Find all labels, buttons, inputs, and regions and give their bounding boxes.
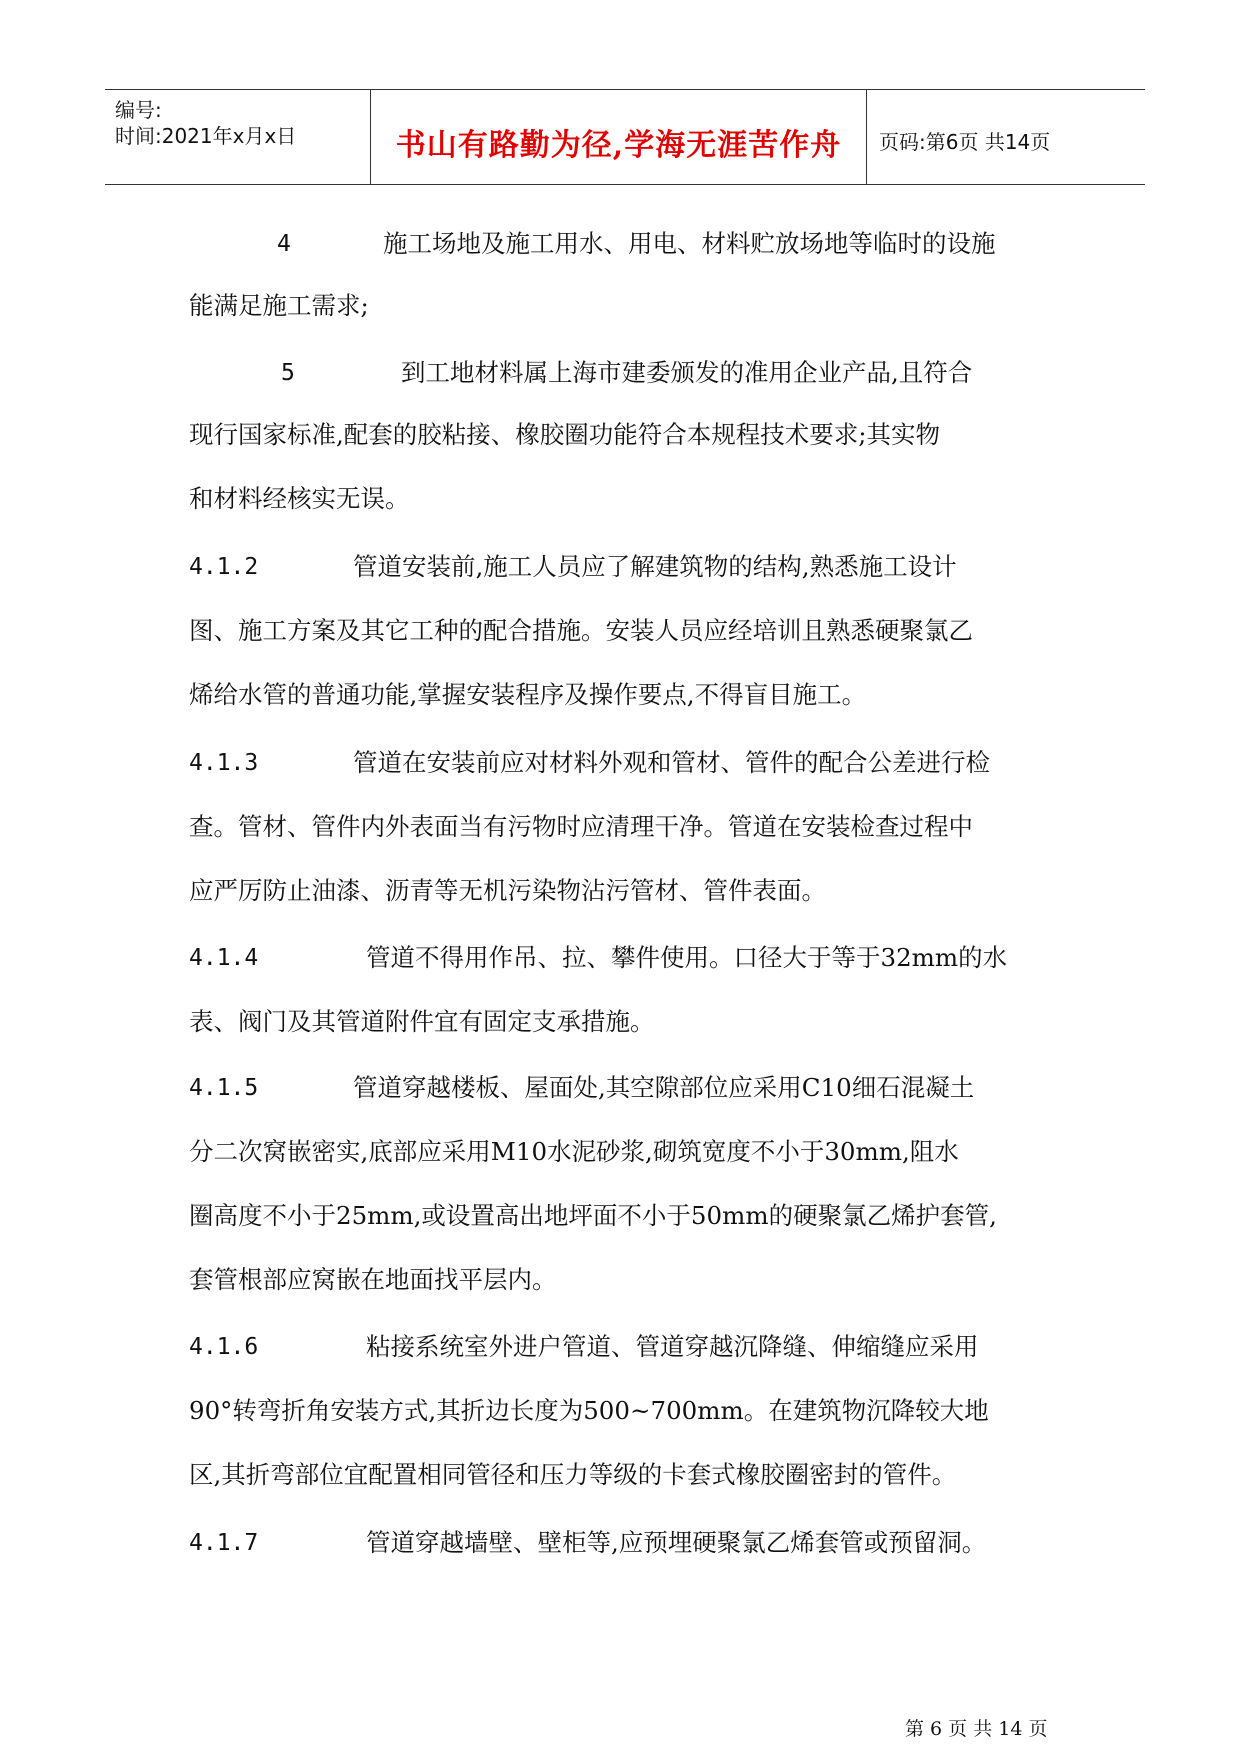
paragraph-line: 90°转弯折角安装方式,其折边长度为500~700mm。在建筑物沉降较大地 bbox=[189, 1396, 989, 1425]
paragraph-line: 现行国家标准,配套的胶粘接、橡胶圈功能符合本规程技术要求;其实物 bbox=[189, 420, 941, 449]
paragraph-line: 分二次窝嵌密实,底部应采用M10水泥砂浆,砌筑宽度不小于30mm,阻水 bbox=[189, 1137, 959, 1166]
motto: 书山有路勤为径,学海无涯苦作舟 bbox=[395, 128, 842, 163]
paragraph-line: 区,其折弯部位宜配置相同管径和压力等级的卡套式橡胶圈密封的管件。 bbox=[189, 1460, 957, 1489]
section-number: 4.1.2 bbox=[189, 554, 259, 580]
paragraph-line: 能满足施工需求; bbox=[189, 291, 369, 320]
paragraph-line: 粘接系统室外进户管道、管道穿越沉降缝、伸缩缝应采用 bbox=[366, 1332, 979, 1361]
paragraph-line: 查。管材、管件内外表面当有污物时应清理干净。管道在安装检查过程中 bbox=[189, 812, 973, 841]
section-number: 4.1.6 bbox=[189, 1334, 259, 1360]
paragraph-line: 表、阀门及其管道附件宜有固定支承措施。 bbox=[189, 1007, 655, 1036]
header-page-label: 页码:第6页 共14页 bbox=[879, 130, 1051, 154]
section-number: 4.1.4 bbox=[189, 945, 259, 971]
header-motto-cell bbox=[370, 90, 867, 184]
item-number: 5 bbox=[281, 360, 295, 386]
paragraph-line: 管道在安装前应对材料外观和管材、管件的配合公差进行检 bbox=[353, 748, 990, 777]
section-number: 4.1.3 bbox=[189, 750, 259, 776]
paragraph-line: 套管根部应窝嵌在地面找平层内。 bbox=[189, 1265, 557, 1294]
page-header bbox=[105, 89, 1145, 185]
paragraph-line: 施工场地及施工用水、用电、材料贮放场地等临时的设施 bbox=[383, 229, 996, 258]
section-number: 4.1.7 bbox=[189, 1530, 259, 1556]
header-info-cell bbox=[105, 90, 370, 184]
time-label: 时间:2021年x月x日 bbox=[115, 124, 297, 148]
paragraph-line: 和材料经核实无误。 bbox=[189, 484, 410, 513]
paragraph-line: 圈高度不小于25mm,或设置高出地坪面不小于50mm的硬聚氯乙烯护套管, bbox=[189, 1201, 997, 1230]
paragraph-line: 烯给水管的普通功能,掌握安装程序及操作要点,不得盲目施工。 bbox=[189, 680, 867, 709]
header-page-cell bbox=[867, 90, 1145, 184]
paragraph-line: 管道穿越墙壁、壁柜等,应预埋硬聚氯乙烯套管或预留洞。 bbox=[366, 1528, 987, 1557]
section-number: 4.1.5 bbox=[189, 1075, 259, 1101]
item-number: 4 bbox=[277, 231, 291, 257]
paragraph-line: 到工地材料属上海市建委颁发的准用企业产品,且符合 bbox=[401, 358, 973, 387]
serial-label: 编号: bbox=[115, 98, 162, 122]
paragraph-line: 应严厉防止油漆、沥青等无机污染物沾污管材、管件表面。 bbox=[189, 876, 826, 905]
paragraph-line: 管道安装前,施工人员应了解建筑物的结构,熟悉施工设计 bbox=[353, 552, 957, 581]
paragraph-line: 管道不得用作吊、拉、攀件使用。口径大于等于32mm的水 bbox=[366, 943, 1008, 972]
paragraph-line: 管道穿越楼板、屋面处,其空隙部位应采用C10细石混凝土 bbox=[353, 1073, 975, 1102]
page-footer: 第 6 页 共 14 页 bbox=[905, 1718, 1048, 1740]
paragraph-line: 图、施工方案及其它工种的配合措施。安装人员应经培训且熟悉硬聚氯乙 bbox=[189, 616, 973, 645]
